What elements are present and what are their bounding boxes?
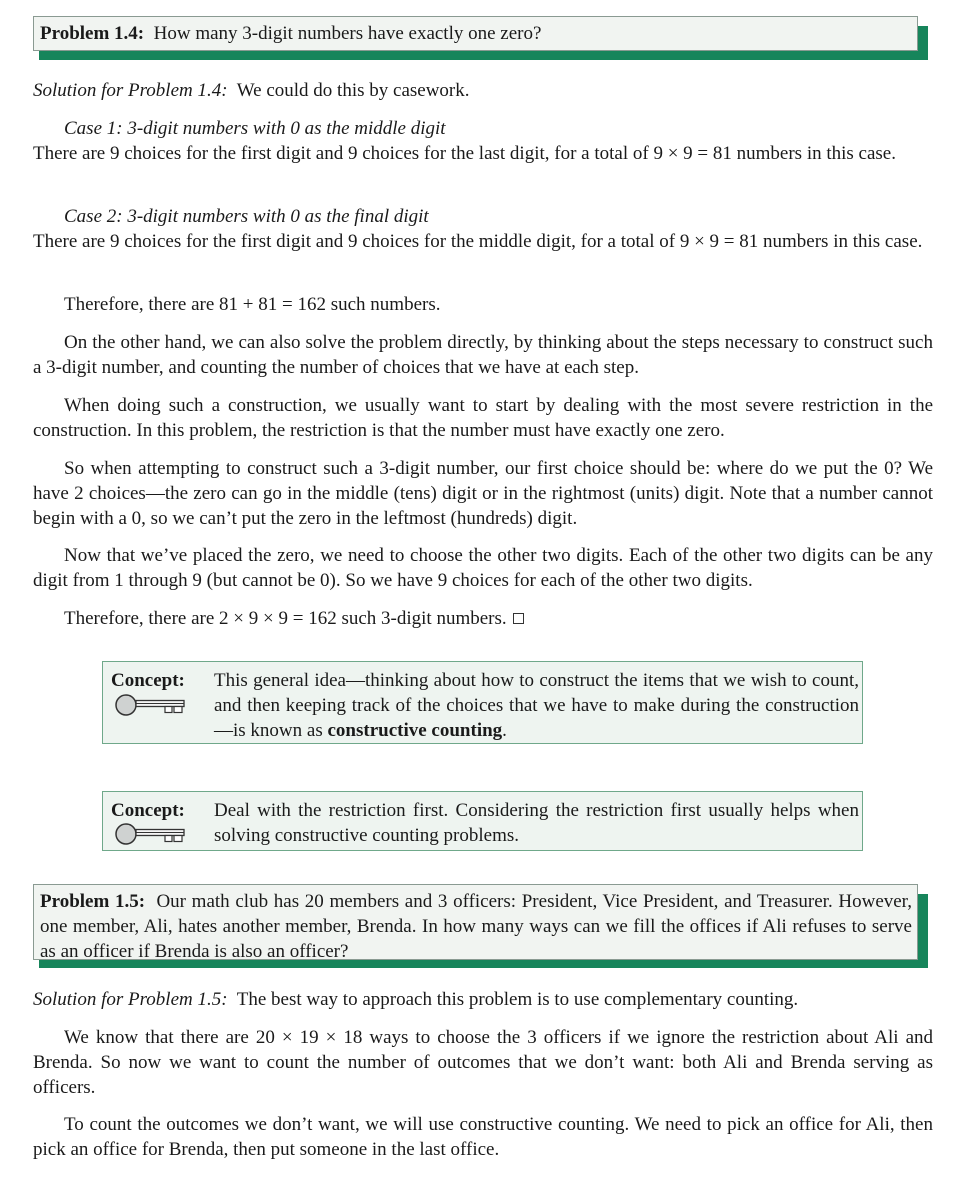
key-term: constructive counting (327, 720, 503, 741)
key-icon (115, 823, 187, 845)
solution-1-5-intro: Solution for Problem 1.5: The best way to approach this problem is to use complementary counting. (33, 989, 799, 1010)
paragraph: On the other hand, we can also solve the problem directly, by thinking about the steps necessary to construct such a 3-digit number, and counting the number of choices that we have at each step. (33, 332, 933, 378)
problem-1-5-box (33, 884, 928, 968)
paragraph: So when attempting to construct such a 3-digit number, our first choice should be: where do we put the 0? We have 2 choices—the zero can go in the middle (tens) digit or in the rightmost (units) digit. Note that a number cannot begin with a 0, so we can’t put the zero in the leftmost (hundreds) digit. (33, 458, 933, 529)
problem-1-5-content (33, 884, 918, 960)
conclusion-paragraph: Therefore, there are 2 × 9 × 9 = 162 such 3-digit numbers. (33, 606, 933, 631)
qed-square-icon (513, 613, 524, 624)
key-icon (115, 694, 187, 716)
paragraph: When doing such a construction, we usually want to start by dealing with the most severe restriction in the construction. In this problem, the restriction is that the number must have exactly one zero. (33, 395, 933, 441)
problem-text: How many 3-digit numbers have exactly one zero? (153, 23, 542, 44)
concept-box-1 (102, 661, 863, 744)
problem-label: Problem 1.5: (40, 891, 146, 912)
solution-label: Solution for Problem 1.5: (33, 989, 228, 1010)
paragraph: To count the outcomes we don’t want, we will use constructive counting. We need to pick an office for Ali, then pick an office for Brenda, then put someone in the last office. (33, 1114, 933, 1160)
concept-label: Concept: (111, 800, 185, 821)
solution-label: Solution for Problem 1.4: (33, 80, 228, 101)
paragraph: We know that there are 20 × 19 × 18 ways to choose the 3 officers if we ignore the restriction about Ali and Brenda. So now we want to count the number of outcomes that we don’t want: both Ali and Brenda serving as officers. (33, 1027, 933, 1098)
case-2-heading: Case 2: 3-digit numbers with 0 as the final digit (64, 206, 429, 227)
problem-1-4-box (33, 16, 928, 60)
case-1-heading: Case 1: 3-digit numbers with 0 as the middle digit (64, 118, 446, 139)
solution-1-4-intro: Solution for Problem 1.4: We could do this by casework. (33, 80, 470, 101)
paragraph: Now that we’ve placed the zero, we need to choose the other two digits. Each of the other two digits can be any digit from 1 through 9 (but cannot be 0). So we have 9 choices for each of the other two digits. (33, 545, 933, 591)
paragraph: Therefore, there are 81 + 81 = 162 such numbers. (64, 294, 441, 315)
concept-box-2 (102, 791, 863, 851)
case-2-text: There are 9 choices for the first digit and 9 choices for the middle digit, for a total of 9 × 9 = 81 numbers in this case. (33, 231, 923, 252)
case-1-text: There are 9 choices for the first digit and 9 choices for the last digit, for a total of 9 × 9 = 81 numbers in this case. (33, 143, 896, 164)
concept-text: Deal with the restriction first. Considering the restriction first usually helps when solving constructive counting problems. (214, 800, 859, 846)
problem-text: Our math club has 20 members and 3 officers: President, Vice President, and Treasurer. However, one member, Ali, hates another member, Brenda. In how many ways can we fill the offices if Ali refuses to serve as an officer if Brenda is also an officer? (40, 891, 912, 962)
concept-text: This general idea—thinking about how to construct the items that we wish to count, and then keeping track of the choices that we have to make during the construction—is known as constructive counting. (214, 670, 859, 741)
problem-1-4-content (33, 16, 918, 51)
concept-label: Concept: (111, 670, 185, 691)
problem-label: Problem 1.4: (40, 23, 145, 44)
